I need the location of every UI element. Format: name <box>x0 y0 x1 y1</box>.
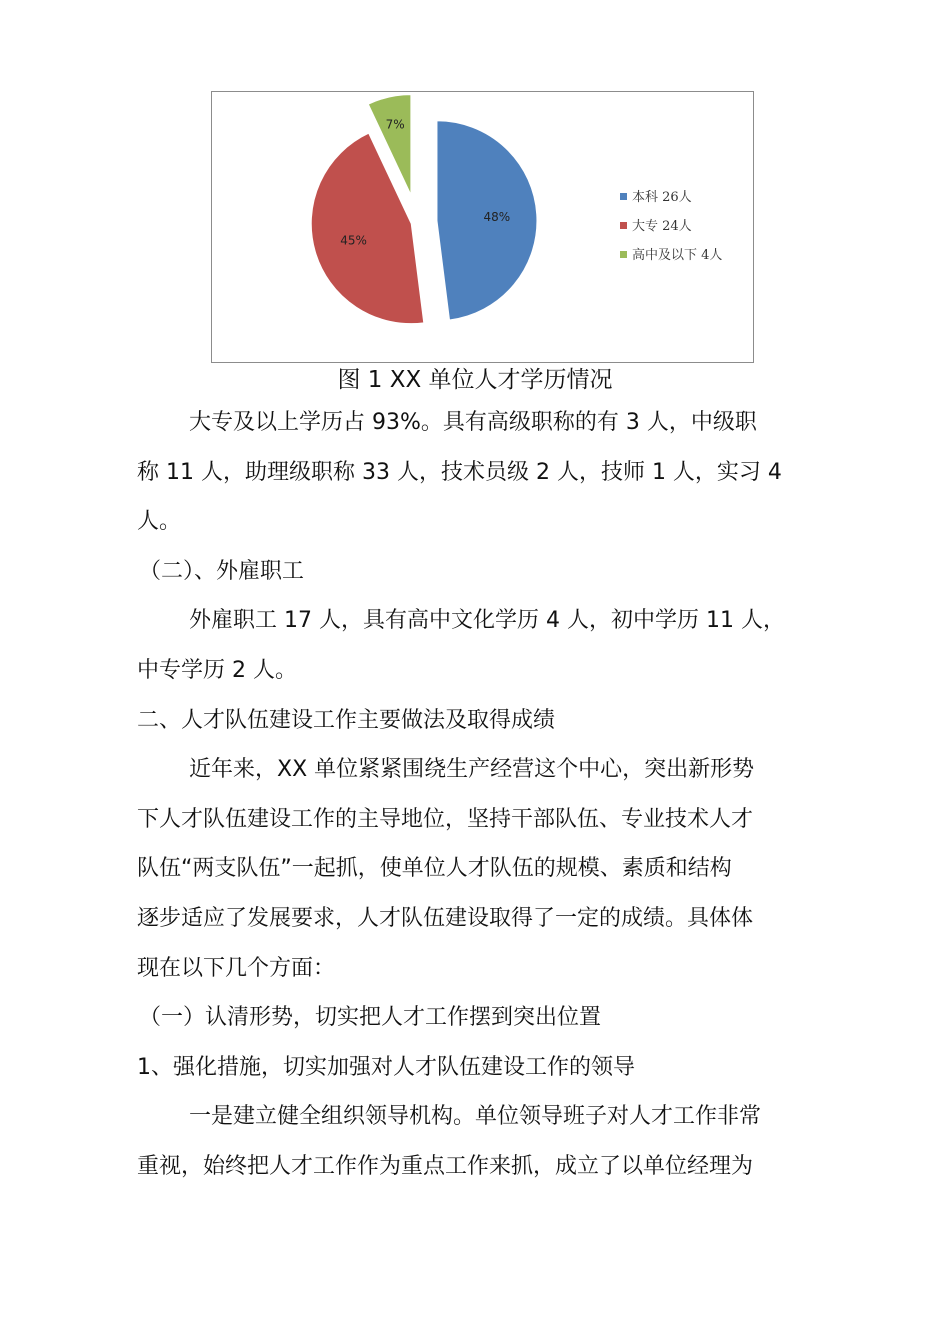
pie-label-college: 45% <box>340 233 367 248</box>
paragraph-line: 队伍“两支队伍”一起抓，使单位人才队伍的规模、素质和结构 <box>137 856 732 882</box>
paragraph-line: 重视，始终把人才工作作为重点工作来抓，成立了以单位经理为 <box>137 1153 754 1179</box>
legend-swatch-highschool <box>620 251 627 258</box>
pie-chart <box>211 91 754 363</box>
paragraph-line: 中专学历 2 人。 <box>137 657 297 683</box>
figure-caption: 图 1 XX 单位人才学历情况 <box>337 367 613 393</box>
section-heading: （二）、外雇职工 <box>139 558 305 584</box>
document-body <box>137 398 857 1192</box>
paragraph-line: 现在以下几个方面： <box>137 955 336 981</box>
paragraph-line: 逐步适应了发展要求，人才队伍建设取得了一定的成绩。具体体 <box>137 905 754 931</box>
pie-label-bachelor: 48% <box>483 209 511 224</box>
legend-label-college: 大专 24人 <box>632 219 692 234</box>
legend-label-bachelor: 本科 26人 <box>632 190 692 205</box>
chart-legend <box>620 190 722 277</box>
section-heading: 1、强化措施，切实加强对人才队伍建设工作的领导 <box>137 1054 635 1080</box>
paragraph-line: 大专及以上学历占 93%。具有高级职称的有 3 人，中级职 <box>189 410 757 435</box>
paragraph-line: 近年来，XX 单位紧紧围绕生产经营这个中心，突出新形势 <box>189 757 755 783</box>
legend-item-bachelor <box>620 190 722 219</box>
legend-swatch-college <box>620 222 627 229</box>
paragraph-line: 下人才队伍建设工作的主导地位，坚持干部队伍、专业技术人才 <box>137 806 754 832</box>
paragraph-line: 外雇职工 17 人，具有高中文化学历 4 人，初中学历 11 人， <box>189 608 785 634</box>
pie-label-highschool: 7% <box>385 117 405 132</box>
legend-item-college <box>620 219 722 248</box>
legend-label-highschool: 高中及以下 4人 <box>632 248 723 263</box>
legend-item-highschool <box>620 248 722 277</box>
section-heading: （一）认清形势，切实把人才工作摆到突出位置 <box>139 1005 602 1031</box>
legend-swatch-bachelor <box>620 193 627 200</box>
section-heading: 二、人才队伍建设工作主要做法及取得成绩 <box>137 707 556 733</box>
paragraph-line: 人。 <box>137 509 182 535</box>
paragraph-line: 称 11 人，助理级职称 33 人，技术员级 2 人，技师 1 人，实习 4 <box>137 459 782 485</box>
paragraph-line: 一是建立健全组织领导机构。单位领导班子对人才工作非常 <box>189 1104 762 1130</box>
